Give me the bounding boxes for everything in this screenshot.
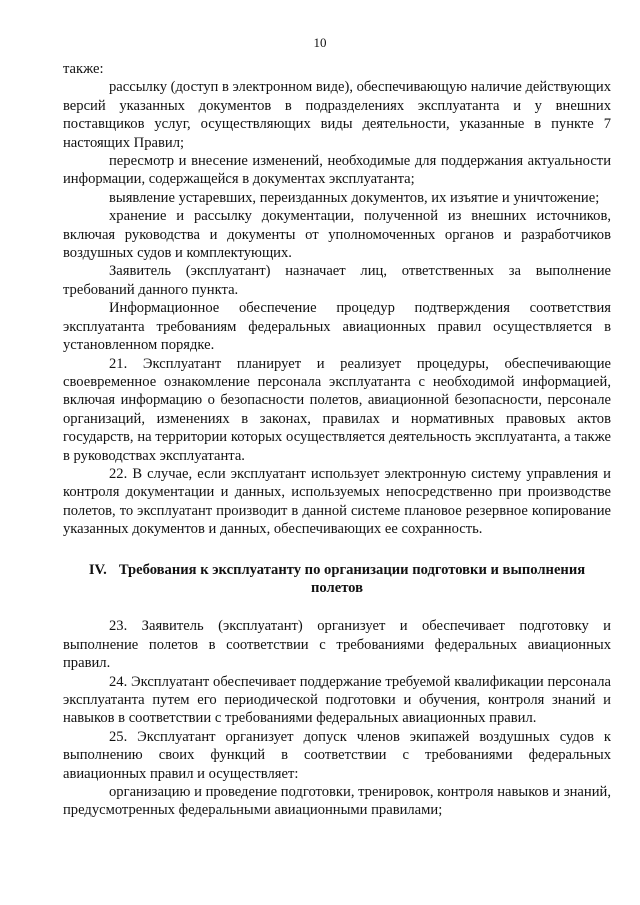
section-title: Требования к эксплуатанту по организации подготовки и выполнения полетов: [118, 561, 586, 596]
paragraphs-before-section: [63, 60, 611, 539]
paragraph: Информационное обеспечение процедур подтверждения соответствия эксплуатанта требованиям федеральных авиационных правил осуществляется в установленном порядке.: [63, 300, 611, 354]
paragraph: пересмотр и внесение изменений, необходимые для поддержания актуальности информации, содержащейся в документах эксплуатанта;: [63, 153, 611, 188]
paragraph: 25. Эксплуатант организует допуск членов экипажей воздушных судов к выполнению своих функций в соответствии с требованиями федеральных авиационных правил и осуществляет:: [63, 728, 611, 782]
paragraph: 23. Заявитель (эксплуатант) организует и обеспечивает подготовку и выполнение полетов в соответствии с требованиями федеральных авиационных правил.: [63, 618, 611, 672]
paragraph: организацию и проведение подготовки, тренировок, контроля навыков и знаний, предусмотренных федеральными авиационными правилами;: [63, 784, 611, 819]
section-heading: [63, 561, 611, 598]
document-body: [63, 60, 611, 820]
paragraph: хранение и рассылку документации, полученной из внешних источников, включая руководства и документы от уполномоченных органов и разработчиков воздушных судов и комплектующих.: [63, 208, 611, 262]
paragraph: Заявитель (эксплуатант) назначает лиц, ответственных за выполнение требований данного пункта.: [63, 263, 611, 298]
section-number: IV.: [88, 561, 107, 578]
paragraph: 21. Эксплуатант планирует и реализует процедуры, обеспечивающие своевременное ознакомление персонала эксплуатанта с необходимой информацией, включая информацию о безопасности полетов, авиационной безопасности, персонале организаций, изменениях в законах, правилах и нормативных правовых актов государств, на территории которых осуществляется деятельность эксплуатанта, а также в руководствах эксплуатанта.: [63, 355, 611, 464]
paragraph: выявление устаревших, переизданных документов, их изъятие и уничтожение;: [109, 189, 600, 206]
paragraph: также:: [63, 61, 104, 77]
paragraph: рассылку (доступ в электронном виде), обеспечивающую наличие действующих версий указанных документов в подразделениях эксплуатанта и у внешних поставщиков услуг, осуществляющих виды деятельности, указанные в пункте 7 настоящих Правил;: [63, 79, 612, 151]
page-number: 10: [313, 35, 327, 50]
paragraph: 22. В случае, если эксплуатант использует электронную систему управления и контроля документации и данных, используемых непосредственно при производстве полетов, то эксплуатант производит в данной системе плановое резервное копирование указанных документов и данных, обеспечивающих ее сохранность.: [63, 465, 611, 538]
paragraph: 24. Эксплуатант обеспечивает поддержание требуемой квалификации персонала эксплуатанта путем его периодической подготовки и обучения, контроля знаний и навыков в соответствии с требованиями федеральных авиационных правил.: [63, 673, 611, 727]
paragraphs-after-section: [63, 617, 611, 819]
